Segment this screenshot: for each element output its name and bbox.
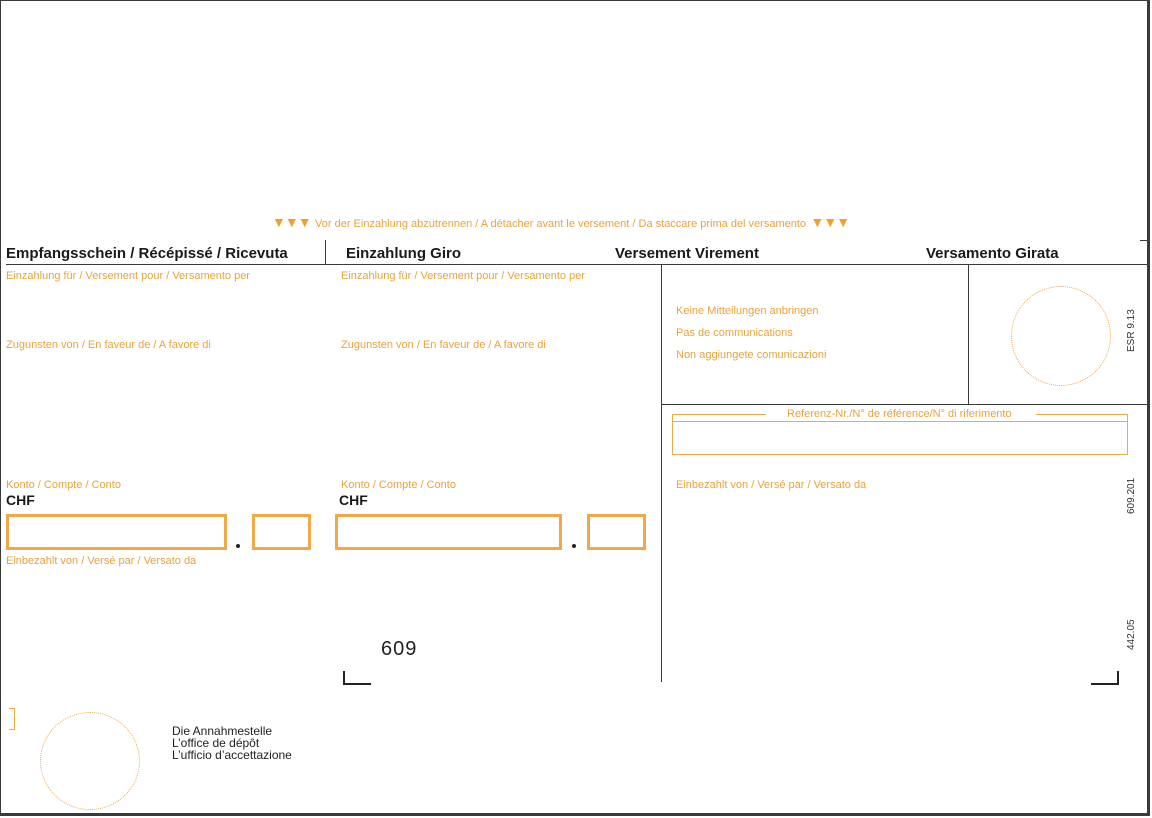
acceptance-office-de: Die Annahmestelle (172, 724, 273, 738)
bracket-mark (9, 708, 15, 730)
communication-divider (968, 264, 969, 404)
no-communication-de: Keine Mitteilungen anbringen (676, 305, 819, 317)
receipt-account-label: Konto / Compte / Conto (6, 479, 121, 491)
stamp-circle (1011, 286, 1111, 386)
header-girata: Versamento Girata (926, 245, 1059, 262)
reference-rule-left (672, 414, 766, 415)
acceptance-office-fr: L’office de dépôt (172, 736, 260, 750)
corner-mark-right (1091, 671, 1119, 685)
header-rule (6, 264, 1150, 265)
giro-in-favour-label: Zugunsten von / En faveur de / A favore di (341, 339, 546, 351)
reference-label: Referenz-Nr./N° de référence/N° di riferimento (787, 408, 1012, 420)
receipt-currency: CHF (6, 492, 35, 508)
form-number: 609.201 (1126, 477, 1137, 514)
giro-cents-field[interactable] (587, 514, 646, 550)
edge-tick (1140, 240, 1150, 241)
receipt-cents-field[interactable] (252, 514, 311, 550)
header-virement: Versement Virement (615, 245, 759, 262)
giro-payment-for-label: Einzahlung für / Versement pour / Versamento per (341, 270, 585, 282)
paid-by-label: Einbezahlt von / Versé par / Versato da (676, 479, 867, 491)
communication-bottom-rule (661, 404, 1150, 405)
cut-line-text: Vor der Einzahlung abzutrennen / A détacher avant le versement / Da staccare prima del versamento (315, 218, 807, 230)
decimal-dot (236, 544, 240, 548)
receipt-divider (325, 240, 326, 264)
header-giro: Einzahlung Giro (346, 245, 461, 262)
triangle-markers-right: ▼▼▼ (810, 214, 850, 230)
triangle-markers-left: ▼▼▼ (272, 214, 311, 230)
acceptance-office-it: L’ufficio d’accettazione (172, 748, 292, 762)
esr-code: ESR 9.13 (1126, 309, 1137, 352)
cut-line (272, 214, 849, 232)
receipt-francs-field[interactable] (6, 514, 227, 550)
no-communication-it: Non aggiungete comunicazioni (676, 349, 827, 361)
giro-code: 609 (381, 638, 418, 660)
header-receipt: Empfangsschein / Récépissé / Ricevuta (6, 245, 288, 262)
giro-account-label: Konto / Compte / Conto (341, 479, 456, 491)
decimal-dot (572, 544, 576, 548)
giro-francs-field[interactable] (335, 514, 562, 550)
acceptance-stamp-circle (40, 712, 140, 810)
giro-currency: CHF (339, 492, 368, 508)
giro-right-divider (661, 264, 662, 682)
no-communication-fr: Pas de communications (676, 327, 793, 339)
receipt-paid-by-label: Einbezahlt von / Versé par / Versato da (6, 555, 197, 567)
print-code: 442.05 (1126, 619, 1137, 650)
corner-mark-left (343, 671, 371, 685)
receipt-in-favour-label: Zugunsten von / En faveur de / A favore di (6, 339, 211, 351)
reference-number-field[interactable] (672, 421, 1128, 455)
receipt-payment-for-label: Einzahlung für / Versement pour / Versamento per (6, 270, 250, 282)
reference-rule-right (1036, 414, 1128, 415)
